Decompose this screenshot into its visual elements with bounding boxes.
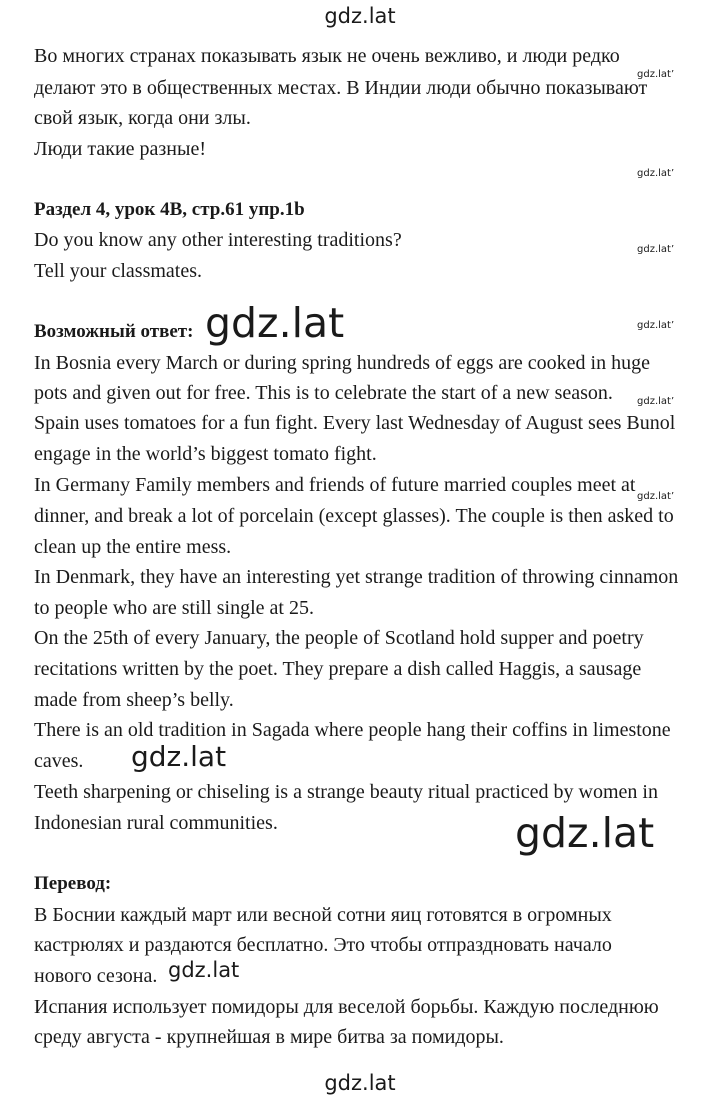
watermark-top: gdz.lat	[324, 4, 396, 28]
answer-line: dinner, and break a lot of porcelain (except glasses). The couple is then asked to	[34, 505, 674, 527]
translation-line: нового сезона.	[34, 965, 158, 987]
question-line: Tell your classmates.	[34, 260, 202, 282]
watermark-small: gdz.lat’	[637, 244, 675, 255]
watermark-small: gdz.lat’	[637, 168, 675, 179]
answer-line: Spain uses tomatoes for a fun fight. Every last Wednesday of August sees Bunol	[34, 412, 676, 434]
translation-heading: Перевод:	[34, 873, 112, 894]
watermark-medium: gdz.lat	[131, 740, 227, 773]
answer-line: Teeth sharpening or chiseling is a strange beauty ritual practiced by women in	[34, 781, 658, 803]
answer-line: In Germany Family members and friends of future married couples meet at	[34, 474, 636, 496]
answer-line: There is an old tradition in Sagada where people hang their coffins in limestone	[34, 719, 671, 741]
translation-line: среду августа - крупнейшая в мире битва за помидоры.	[34, 1026, 504, 1048]
watermark-small: gdz.lat’	[637, 69, 675, 80]
answer-line: made from sheep’s belly.	[34, 689, 234, 711]
answer-line: clean up the entire mess.	[34, 536, 232, 558]
answer-line: caves.	[34, 750, 84, 772]
answer-line: In Bosnia every March or during spring hundreds of eggs are cooked in huge	[34, 352, 650, 374]
question-line: Do you know any other interesting traditions?	[34, 229, 402, 251]
watermark-small: gdz.lat’	[637, 491, 675, 502]
watermark-small: gdz.lat’	[637, 396, 675, 407]
watermark-large: gdz.lat	[515, 809, 655, 857]
answer-line: recitations written by the poet. They prepare a dish called Haggis, a sausage	[34, 658, 642, 680]
section-heading: Раздел 4, урок 4B, стр.61 упр.1b	[34, 199, 305, 220]
answer-line: engage in the world’s biggest tomato fight.	[34, 443, 377, 465]
watermark-inline: gdz.lat	[168, 958, 240, 982]
answer-heading: Возможный ответ:	[34, 321, 194, 342]
answer-line: to people who are still single at 25.	[34, 597, 314, 619]
answer-line: On the 25th of every January, the people of Scotland hold supper and poetry	[34, 627, 644, 649]
intro-line: Люди такие разные!	[34, 138, 206, 160]
intro-line: делают это в общественных местах. В Индии люди обычно показывают	[34, 77, 648, 99]
watermark-bottom: gdz.lat	[324, 1071, 396, 1095]
watermark-large: gdz.lat	[205, 299, 345, 347]
answer-line: In Denmark, they have an interesting yet strange tradition of throwing cinnamon	[34, 566, 679, 588]
intro-line: Во многих странах показывать язык не очень вежливо, и люди редко	[34, 45, 620, 67]
translation-line: В Боснии каждый март или весной сотни яиц готовятся в огромных	[34, 904, 612, 926]
translation-line: Испания использует помидоры для веселой борьбы. Каждую последнюю	[34, 996, 659, 1018]
answer-line: Indonesian rural communities.	[34, 812, 278, 834]
translation-line: кастрюлях и раздаются бесплатно. Это чтобы отпраздновать начало	[34, 934, 612, 956]
answer-line: pots and given out for free. This is to celebrate the start of a new season.	[34, 382, 613, 404]
watermark-small: gdz.lat’	[637, 320, 675, 331]
intro-line: свой язык, когда они злы.	[34, 107, 251, 129]
